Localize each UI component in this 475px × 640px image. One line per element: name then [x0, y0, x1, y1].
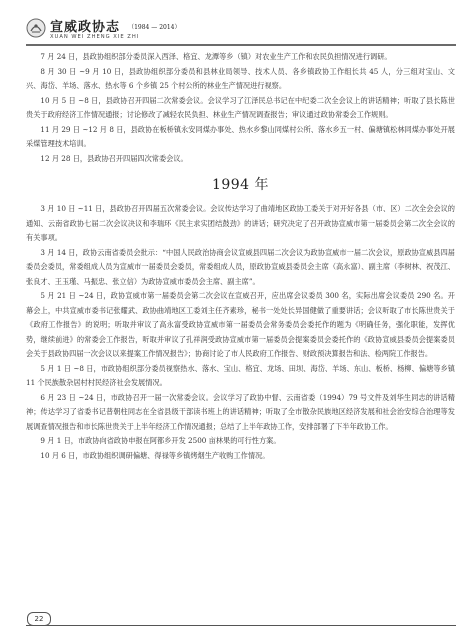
paragraph: 10 月 6 日，市政协组织调研偏塘、得禄等乡镇烤烟生产收购工作情况。 — [40, 450, 270, 460]
page-body — [26, 50, 455, 463]
publication-pinyin: XUAN WEI ZHENG XIE ZHI — [50, 34, 140, 40]
publication-title: 宣威政协志 — [50, 20, 121, 35]
paragraph: 10 月 5 日 ~8 日，县政协召开四届二次常委会议。会议学习了江泽民总书记在中纪委二次全会议上的讲话精神；听取了县长陈世贵关于政府经济工作情况通报；讨论修改了减轻农民负担、林业生产情况调查报告；审议通过政协常委会工作规则。 — [26, 95, 455, 119]
paragraph: 5 月 1 日 ~8 日，市政协组织部分委员视察热水、落水、宝山、格宜、龙场、田坝、海岱、羊场、东山、板桥、杨柳、偏塘等乡镇 11 个民族散杂居村村民经济社会发展情况。 — [26, 363, 455, 387]
paragraph: 5 月 21 日 ~24 日，政协宣威市第一届委员会第二次会议在宣威召开，应出席会议委员 300 名，实际出席会议委员 290 名。开幕会上，中共宣威市委书记张耀武、政协曲靖地区工委刘主任齐素珍，秘书一处处长异国健做了重要讲话；会议听取了市长陈世贵关于《政府工作报告》的说明；听取并审议了高永富受政协宣威市第一届委员会常务委员会委托作的题为《明确任务，强化职能，发挥优势，继续前进》的常委会工作报告，听取并审议了孔祥润受政协宣威市第一届委员会提案委员会委托作的《政协宣威县委员会提案委员会关于县政协四届一次会议以来提案工作情况报告》；协商讨论了市人民政府工作报告、财政预决算报告和法、检两院工作报告。 — [26, 291, 455, 358]
paragraph: 9 月 1 日，市政协向省政协申报在阿都乡开发 2500 亩林果的可行性方案。 — [40, 436, 281, 445]
paragraph: 8 月 30 日 ~9 月 10 日，县政协组织部分委员和县林业局领导、技术人员、各乡镇政协工作组长共 45 人，分三组对宝山、文兴、海岱、羊场、落水、热水等 6 个乡镇 25 个村公所的林业生产情况进行视察。 — [26, 66, 455, 90]
paragraph: 6 月 23 日 ~24 日，市政协召开一届一次常委会议。会议学习了政协中督、云南省委（1994）79 号文件及刘华生同志的讲话精神；传达学习了省委书记普朝柱同志在全省县级干部读书班上的讲话精神；听取了全市散杂民族地区经济发展和社会治安综合治理等发展调查情况报告和市长陈世贵关于上半年经济工作情况通报；总结了上半年政协工作，安排部署了下半年政协工作。 — [26, 392, 455, 431]
footer-rule — [26, 625, 456, 626]
paragraph: 12 月 28 日，县政协召开四届四次常委会议。 — [40, 153, 188, 163]
year-heading: 1994 年 — [211, 177, 270, 193]
publication-years: （1984 — 2014） — [128, 24, 181, 31]
paragraph: 3 月 10 日 ~11 日，县政协召开四届五次常委会议。会议传达学习了曲靖地区政协工委关于对开好各县（市、区）二次全会会议的通知、云南省政协七届二次会议决议和李瑞环《民主求实团结鼓劲》的讲话；研究决定了召开政协宣威市第一届委员会第二次全会议的有关事项。 — [26, 204, 455, 242]
header-logo — [26, 18, 180, 40]
page-number: 22 — [27, 612, 51, 626]
page-header — [26, 18, 456, 44]
paragraph: 7 月 24 日，县政协组织部分委员深入西泽、格宜、龙潭等乡（镇）对农业生产工作和农民负担情况进行调研。 — [40, 52, 392, 61]
emblem-icon — [26, 18, 46, 38]
paragraph: 3 月 14 日，政协云南省委员会批示：“中国人民政治协商会议宣威县四届二次会议为政协宣威市一届二次会议，原政协宣威县四届委员会委员，常委组成人员为宣威市一届委员会委员，常委组成人员，原政协宣威县委员会主席（高永富）、副主席（李树林、祝茂江、张良才、王玉瑾、马振忠、张立信）为政协宣威市委员会主席、副主席”。 — [26, 247, 455, 286]
paragraph: 11 月 29 日 ~12 月 8 日，县政协在板桥镇永安同煤办事处、热水乡黎山同煤村公所、落水乡五一村、偏塘镇松林同煤办事处开展采煤管理技术培训。 — [26, 124, 455, 148]
header-rule — [26, 44, 456, 46]
